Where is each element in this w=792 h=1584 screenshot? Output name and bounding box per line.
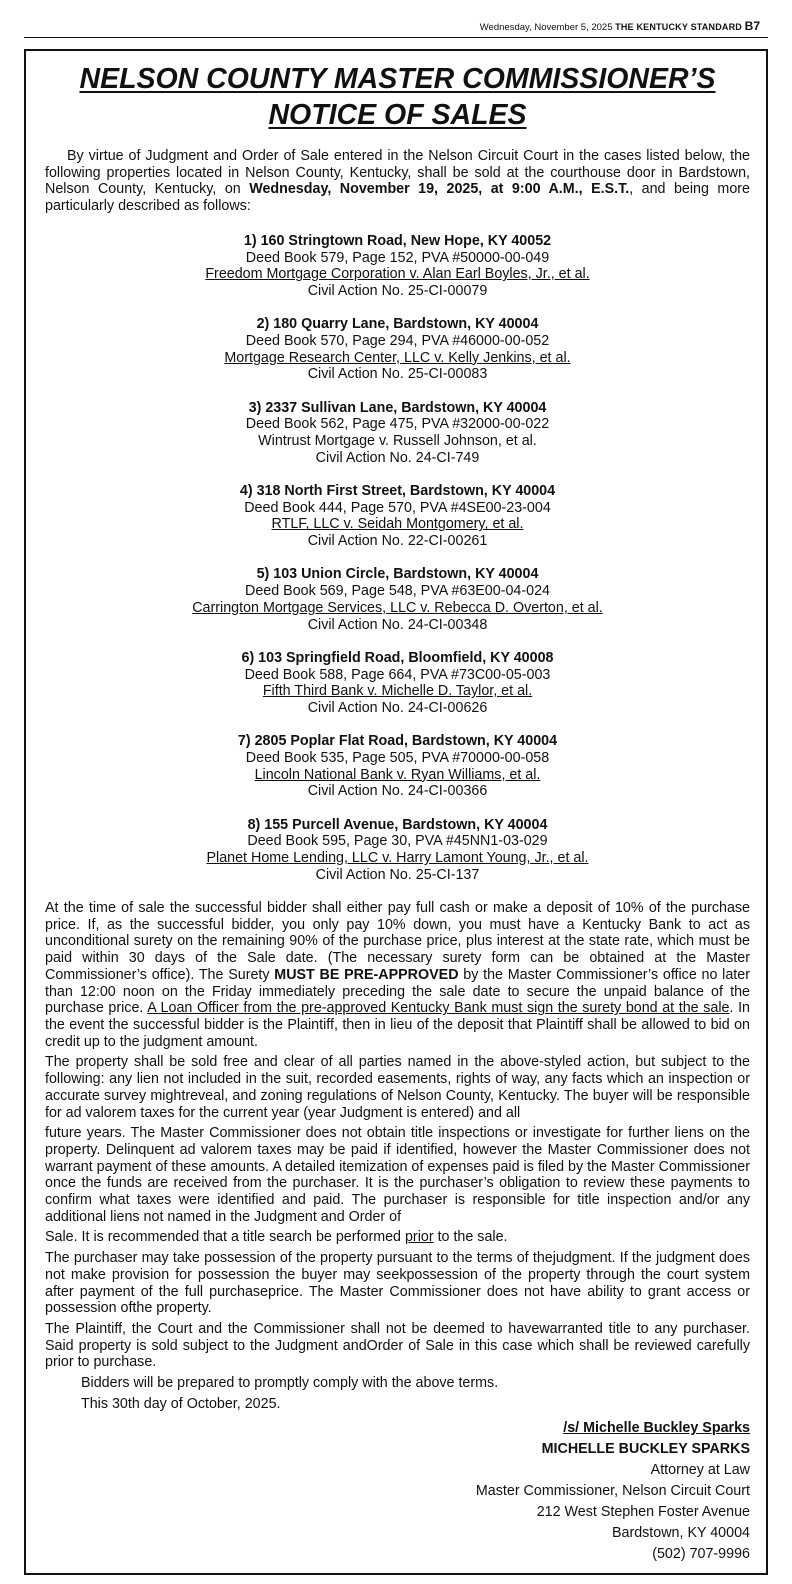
property-address: 2) 180 Quarry Lane, Bardstown, KY 40004	[256, 316, 539, 333]
terms-paragraph: The Plaintiff, the Court and the Commissioner shall not be deemed to havewarranted title to any purchaser. Said property is sold subject to the Judgment andOrder of Sale in this case which shall be reviewed carefully prior to purchase.	[45, 1320, 750, 1371]
property-action: Civil Action No. 24-CI-00626	[307, 699, 488, 716]
signature: /s/ Michelle Buckley Sparks	[563, 1420, 750, 1437]
terms-paragraph: future years. The Master Commissioner does not obtain title inspections or investigate for further liens on the property. Delinquent ad valorem taxes may be paid if identified, however the Master Commissioner does not warrant payment of these amounts. A detailed itemization of expenses paid is filed by the Master Commissioner once the funds are received from the purchaser. It is the purchaser’s obligation to review these payments to confirm what taxes were identified and paid. The purchaser is responsible for title inspection and/or any additional liens not named in the Judgment and Order of	[45, 1125, 750, 1225]
intro-paragraph	[45, 148, 750, 215]
property-case: Mortgage Research Center, LLC v. Kelly Jenkins, et al.	[224, 349, 571, 366]
property-case: Freedom Mortgage Corporation v. Alan Earl Boyles, Jr., et al.	[205, 266, 590, 283]
property-item	[45, 817, 750, 884]
property-action: Civil Action No. 24-CI-749	[315, 449, 480, 466]
office-street: 212 West Stephen Foster Avenue	[536, 1504, 750, 1521]
property-case: Carrington Mortgage Services, LLC v. Rebecca D. Overton, et al.	[192, 599, 603, 616]
property-deed: Deed Book 562, Page 475, PVA #32000-00-022	[245, 416, 550, 433]
terms-text: to the sale.	[433, 1229, 508, 1246]
title-line-2: NOTICE OF SALES	[268, 99, 527, 131]
terms-paragraph: The purchaser may take possession of the property pursuant to the terms of thejudgment. If the judgment does not make provision for possession the buyer may seekpossession of the property through the court system after payment of the full purchaseprice. The Master Commissioner does not have ability to grant access or possession ofthe property.	[45, 1250, 750, 1317]
property-address: 8) 155 Purcell Avenue, Bardstown, KY 40004	[247, 816, 548, 833]
page-number: B7	[744, 19, 760, 33]
signer-office: Master Commissioner, Nelson Circuit Court	[475, 1483, 750, 1500]
property-item	[45, 316, 750, 383]
property-case: Fifth Third Bank v. Michelle D. Taylor, et al.	[262, 683, 533, 700]
property-deed: Deed Book 535, Page 505, PVA #70000-00-058	[245, 749, 550, 766]
terms-underlined: prior	[404, 1229, 434, 1246]
property-address: 6) 103 Springfield Road, Bloomfield, KY 40008	[241, 649, 554, 666]
property-item	[45, 233, 750, 300]
property-item	[45, 483, 750, 550]
property-address: 3) 2337 Sullivan Lane, Bardstown, KY 40004	[248, 399, 547, 416]
property-case: Planet Home Lending, LLC v. Harry Lamont Young, Jr., et al.	[206, 850, 589, 867]
terms-text: Sale. It is recommended that a title search be performed	[45, 1229, 405, 1246]
property-action: Civil Action No. 25-CI-00083	[307, 366, 488, 383]
signer-name: MICHELLE BUCKLEY SPARKS	[541, 1441, 750, 1458]
terms-paragraph: The property shall be sold free and clear of all parties named in the above-styled action, but subject to the following: any lien not included in the suit, recorded easements, rights of way, any facts which an inspection or accurate survey mightreveal, and zoning regulations of Nelson County, Kentucky. The buyer will be responsible for ad valorem taxes for the current year (year Judgment is entered) and all	[45, 1054, 750, 1121]
terms-text: At the time of sale the successful bidder shall either pay full cash or make a deposit of 10% of the purchase price. If, as the successful bidder, you only pay 10% down, you must have a Kentucky Bank to act as unconditional surety on the remaining 90% of the purchase price, plus interest at the state rate, which must be paid within 30 days of the Sale date. (The necessary surety form can be obtained at the Master Commissioner’s office). The Surety	[45, 900, 750, 983]
property-address: 5) 103 Union Circle, Bardstown, KY 40004	[256, 566, 539, 583]
property-case: Lincoln National Bank v. Ryan Williams, et al.	[254, 766, 541, 783]
legal-notice-box	[24, 49, 768, 1575]
title-line-1: NELSON COUNTY MASTER COMMISSIONER’S	[79, 63, 716, 95]
property-item	[45, 400, 750, 467]
property-action: Civil Action No. 24-CI-00348	[307, 616, 488, 633]
property-deed: Deed Book 579, Page 152, PVA #50000-00-049	[245, 249, 550, 266]
notice-title	[45, 61, 750, 133]
property-deed: Deed Book 595, Page 30, PVA #45NN1-03-029	[247, 833, 548, 850]
property-deed: Deed Book 444, Page 570, PVA #4SE00-23-004	[244, 499, 551, 516]
terms-text: by the Master Commissioner’s office no later than 12:00 noon on the Friday immediately preceding the sale date to secure the unpaid balance of the purchase price.	[45, 966, 750, 1017]
signer-title: Attorney at Law	[650, 1462, 750, 1479]
property-case: RTLF, LLC v. Seidah Montgomery, et al.	[271, 516, 524, 533]
terms-text: . In the event the successful bidder is the Plaintiff, then in lieu of the deposit that Plaintiff shall be allowed to bid on credit up to the judgment amount.	[45, 1000, 750, 1050]
terms-underlined: A Loan Officer from the pre-approved Kentucky Bank must sign the surety bond at the sale	[147, 1000, 730, 1017]
office-city: Bardstown, KY 40004	[611, 1525, 750, 1542]
property-item	[45, 650, 750, 717]
property-item	[45, 733, 750, 800]
terms-paragraph	[45, 1229, 750, 1246]
notice-content	[45, 61, 750, 1565]
intro-text-end: , and being more particularly described as follows:	[45, 181, 750, 215]
newspaper-name: THE KENTUCKY STANDARD	[615, 22, 743, 32]
intro-text: By virtue of Judgment and Order of Sale entered in the Nelson Circuit Court in the cases listed below, the following properties located in Nelson County, Kentucky, shall be sold at the courthouse door in Bardstown, Nelson County, Kentucky, on	[45, 148, 750, 198]
header-date: Wednesday, November 5, 2025	[479, 22, 613, 33]
property-deed: Deed Book 569, Page 548, PVA #63E00-04-024	[245, 583, 550, 600]
property-address: 4) 318 North First Street, Bardstown, KY 40004	[239, 483, 556, 500]
closing-line: Bidders will be prepared to promptly comply with the above terms.	[81, 1375, 499, 1392]
sale-datetime: Wednesday, November 19, 2025, at 9:00 A.M., E.S.T.	[249, 181, 630, 198]
property-action: Civil Action No. 25-CI-137	[315, 866, 480, 883]
property-item	[45, 566, 750, 633]
terms-paragraph	[45, 900, 750, 1050]
property-deed: Deed Book 588, Page 664, PVA #73C00-05-003	[244, 666, 551, 683]
terms-of-sale	[45, 900, 750, 1371]
header-rule	[24, 37, 768, 38]
terms-emphasis: MUST BE PRE-APPROVED	[274, 966, 459, 983]
closing-lines	[45, 1375, 750, 1412]
property-deed: Deed Book 570, Page 294, PVA #46000-00-052	[245, 332, 550, 349]
property-action: Civil Action No. 25-CI-00079	[307, 282, 488, 299]
closing-date: This 30th day of October, 2025.	[81, 1395, 281, 1412]
office-phone: (502) 707-9996	[652, 1546, 750, 1563]
page-header	[24, 20, 760, 34]
property-list	[45, 233, 750, 884]
property-action: Civil Action No. 24-CI-00366	[307, 783, 488, 800]
signature-block	[45, 1418, 750, 1565]
property-address: 1) 160 Stringtown Road, New Hope, KY 40052	[243, 232, 552, 249]
property-address: 7) 2805 Poplar Flat Road, Bardstown, KY 40004	[237, 733, 558, 750]
property-case: Wintrust Mortgage v. Russell Johnson, et al.	[258, 433, 537, 450]
property-action: Civil Action No. 22-CI-00261	[307, 533, 488, 550]
